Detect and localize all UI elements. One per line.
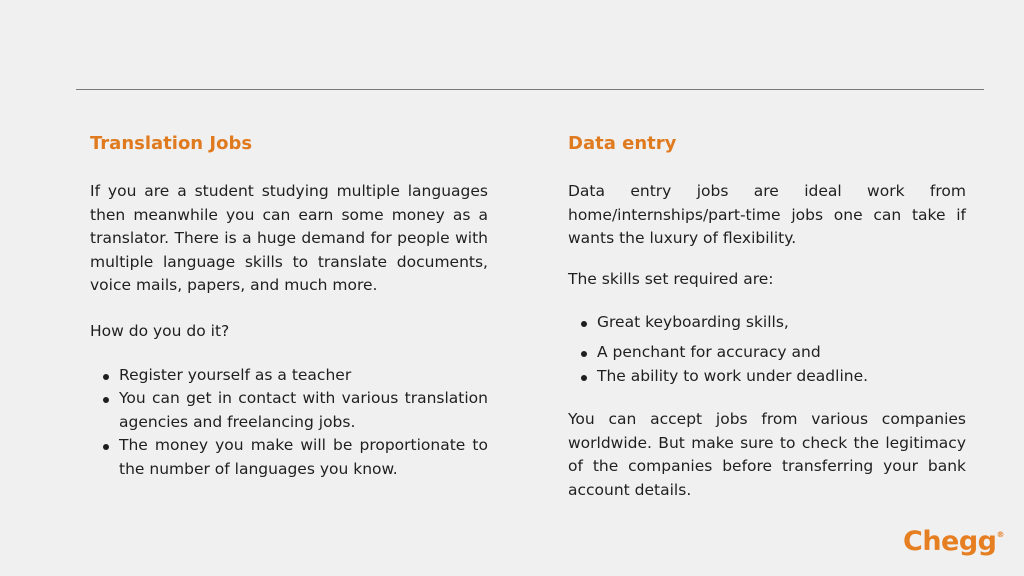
data-entry-column: [568, 130, 966, 503]
data-entry-heading: Data entry: [568, 133, 677, 154]
list-item: [568, 365, 966, 389]
chegg-logo: [903, 526, 1004, 557]
list-item-text: A penchant for accuracy and: [597, 342, 821, 361]
bullet-dot-icon: [581, 321, 587, 327]
translation-jobs-column: [90, 130, 488, 482]
translation-steps-list: [90, 364, 488, 482]
logo-text: Chegg: [903, 526, 997, 557]
list-item: [90, 434, 488, 481]
bullet-dot-icon: [581, 375, 587, 381]
list-item-text: You can get in contact with various translation agencies and freelancing jobs.: [119, 389, 488, 431]
data-entry-paragraph: Data entry jobs are ideal work from home/internships/part-time jobs one can take if wants the luxury of flexibility.: [568, 182, 966, 248]
top-divider: [76, 89, 984, 90]
list-item: [568, 341, 966, 365]
list-item: [568, 311, 966, 335]
list-item: [90, 387, 488, 434]
list-item-text: Great keyboarding skills,: [597, 313, 789, 332]
translation-jobs-heading: Translation Jobs: [90, 133, 253, 154]
list-item-text: Register yourself as a teacher: [119, 365, 352, 384]
bullet-dot-icon: [103, 374, 109, 380]
list-item-text: The ability to work under deadline.: [597, 366, 869, 385]
skills-intro: The skills set required are:: [568, 269, 774, 288]
bullet-dot-icon: [581, 351, 587, 357]
list-item-text: The money you make will be proportionate to the number of languages you know.: [119, 436, 488, 478]
registered-mark: ®: [996, 530, 1005, 539]
list-item: [90, 364, 488, 388]
bullet-dot-icon: [103, 444, 109, 450]
closing-paragraph: You can accept jobs from various companies worldwide. But make sure to check the legitimacy of the companies before transferring your bank account details.: [568, 410, 966, 499]
skills-list: [568, 311, 966, 388]
translation-jobs-paragraph: If you are a student studying multiple languages then meanwhile you can earn some money as a translator. There is a huge demand for people with multiple language skills to translate documents, voice mails, papers, and much more.: [90, 182, 488, 295]
bullet-dot-icon: [103, 397, 109, 403]
how-to-question: How do you do it?: [90, 321, 230, 340]
